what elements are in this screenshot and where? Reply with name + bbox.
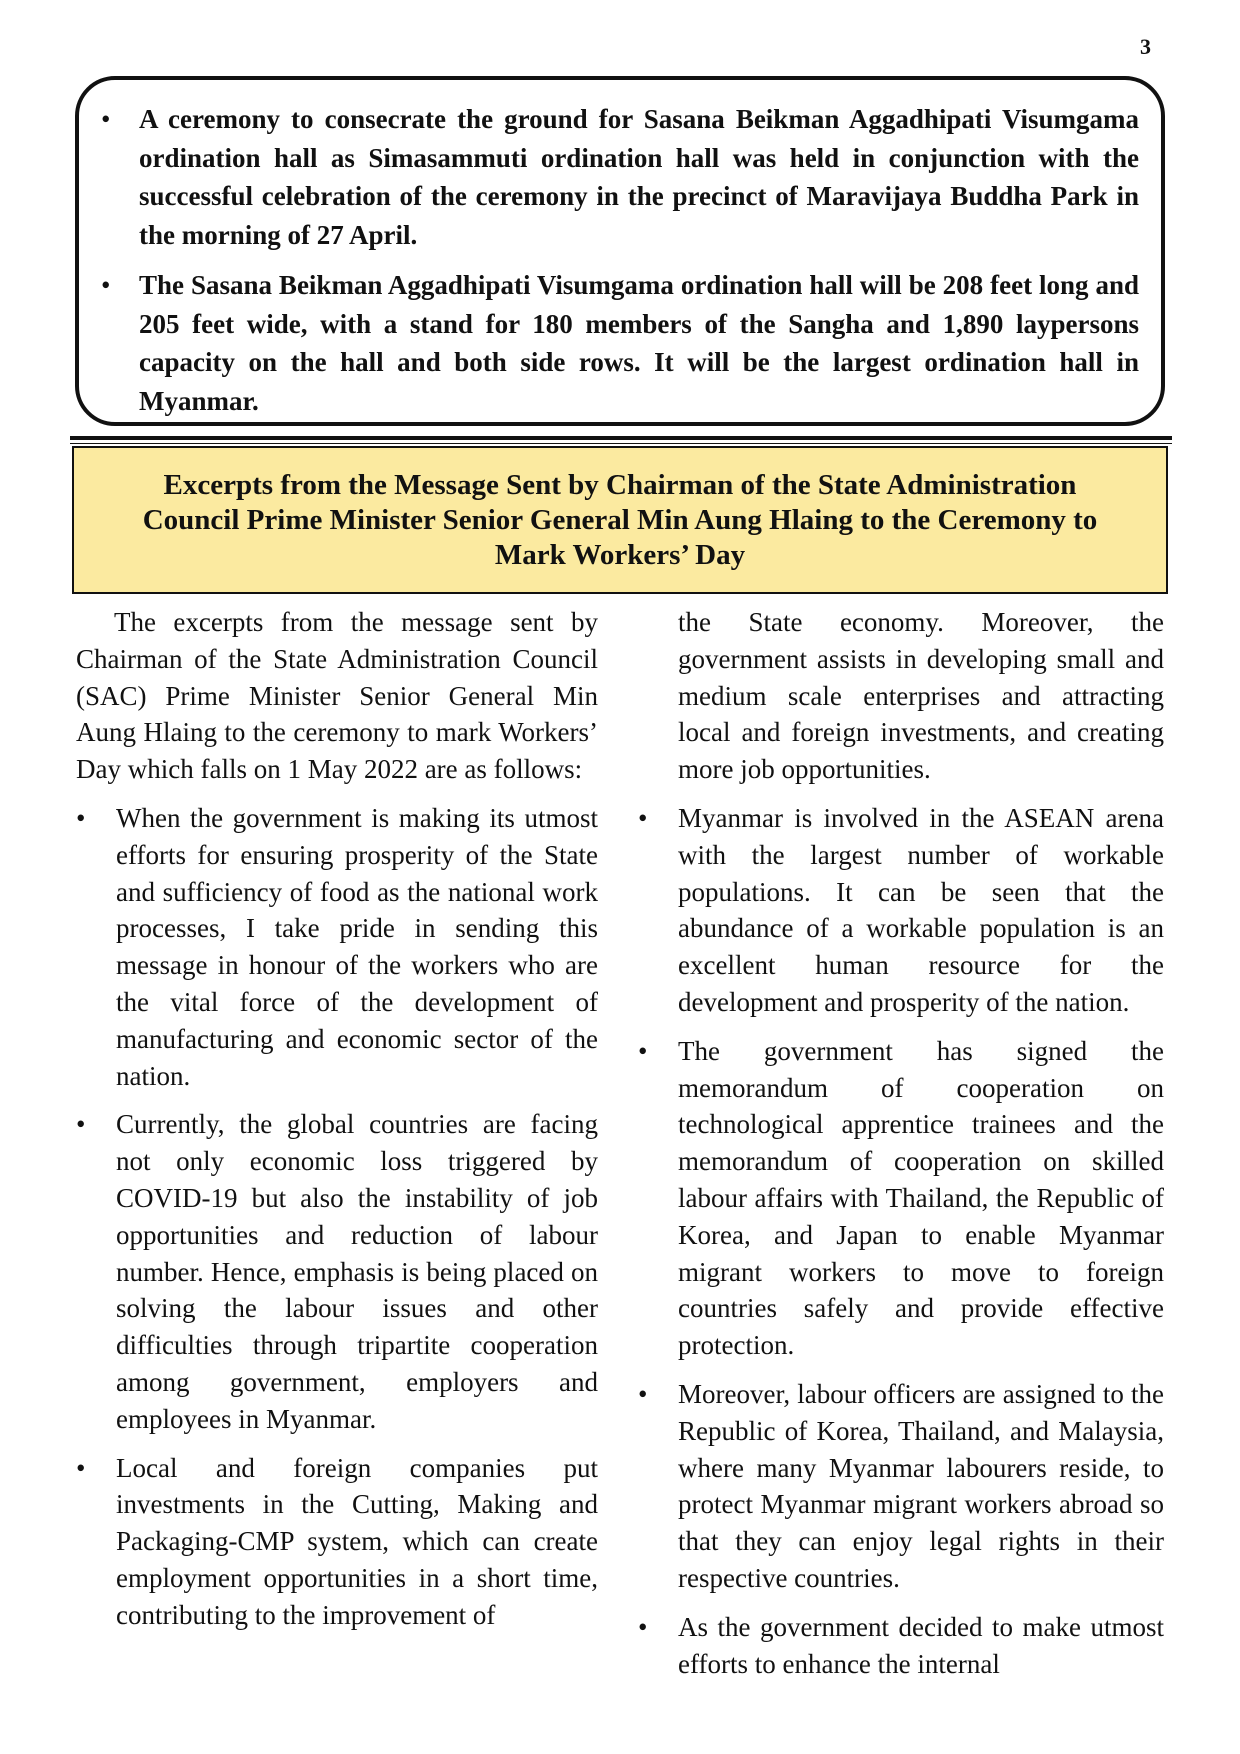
article-continuation: the State economy. Moreover, the government assists in developing small and medium scale enterprises and attracting local and foreign investments, and creating more job opportunities. bbox=[678, 607, 1164, 785]
list-item: • The government has signed the memorandum of cooperation on technological apprentice trainees and the memorandum of cooperation on skilled labour affairs with Thailand, the Republic of Korea, and Japan to enable Myanmar migrant workers to move to foreign countries safely and provide effective protection. bbox=[638, 1033, 1164, 1364]
list-item: • When the government is making its utmost efforts for ensuring prosperity of the State and sufficiency of food as the national work processes, I take pride in sending this message in honour of the workers who are the vital force of the development of manufacturing and economic sector of the nation. bbox=[76, 800, 598, 1094]
list-item: • Myanmar is involved in the ASEAN arena with the largest number of workable populations. It can be seen that the abundance of a workable population is an excellent human resource for the development and prosperity of the nation. bbox=[638, 800, 1164, 1021]
list-item: • Moreover, labour officers are assigned to the Republic of Korea, Thailand, and Malaysia, where many Myanmar labourers reside, to protect Myanmar migrant workers abroad so that they can enjoy legal rights in their respective countries. bbox=[638, 1376, 1164, 1597]
bullet-list bbox=[638, 800, 1164, 1682]
bullet-list bbox=[76, 800, 598, 1634]
article-headline: Excerpts from the Message Sent by Chairman of the State Administration Council Prime Minister Senior General Min Aung Hlaing to the Ceremony to Mark Workers’ Day bbox=[72, 446, 1168, 594]
list-item: • Currently, the global countries are facing not only economic loss triggered by COVID-19 but also the instability of job opportunities and reduction of labour number. Hence, emphasis is being placed on solving the labour issues and other difficulties through tripartite cooperation among government, employers and employees in Myanmar. bbox=[76, 1106, 598, 1437]
highlights-list bbox=[99, 100, 1139, 420]
list-item: • Local and foreign companies put investments in the Cutting, Making and Packaging-CMP system, which can create employment opportunities in a short time, contributing to the improvement of bbox=[76, 1450, 598, 1634]
article-column-right bbox=[638, 604, 1164, 1682]
article-column-left bbox=[76, 604, 598, 1634]
divider bbox=[70, 436, 1172, 440]
page-number: 3 bbox=[1140, 34, 1151, 59]
highlights-box bbox=[75, 76, 1165, 426]
highlight-item: • A ceremony to consecrate the ground for Sasana Beikman Aggadhipati Visumgama ordination hall as Simasammuti ordination hall was held in conjunction with the successful celebration of the ceremony in the precinct of Maravijaya Buddha Park in the morning of 27 April. bbox=[99, 100, 1139, 254]
list-item: • As the government decided to make utmost efforts to enhance the internal bbox=[638, 1609, 1164, 1683]
article-intro: The excerpts from the message sent by Chairman of the State Administration Council (SAC) Prime Minister Senior General Min Aung Hlaing to the ceremony to mark Workers’ Day which falls on 1 May 2022 are as follows: bbox=[76, 607, 598, 785]
highlight-item: • The Sasana Beikman Aggadhipati Visumgama ordination hall will be 208 feet long and 205 feet wide, with a stand for 180 members of the Sangha and 1,890 laypersons capacity on the hall and both side rows. It will be the largest ordination hall in Myanmar. bbox=[99, 266, 1139, 420]
divider bbox=[70, 443, 1172, 444]
